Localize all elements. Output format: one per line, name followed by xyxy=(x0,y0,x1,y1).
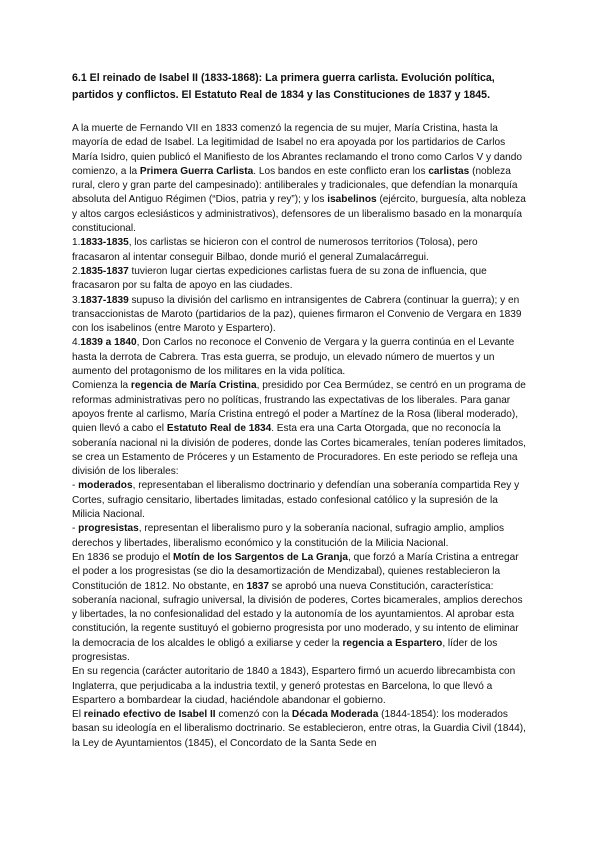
text-run: . Esta era una Carta Otorgada, que no reconocía la soberanía nacional ni la división de poderes, donde las Cortes bicamerales, tenían poderes limitados, se crea un Estamento de Próceres y un Estamento de Procuradores. En este periodo se refleja una división de los liberales: xyxy=(72,423,526,478)
bold-text: 1839 a 1840 xyxy=(80,337,137,349)
bold-text: 1833-1835 xyxy=(80,237,129,249)
bold-text: 1835-1837 xyxy=(80,265,129,277)
text-run: - xyxy=(72,523,79,535)
bold-text: 1837-1839 xyxy=(80,294,129,306)
text-run: , representaban el liberalismo doctrinario y defendían una soberanía compartida Rey y Cortes, sufragio censitario, libertades limitadas, estado confesional católico y la supresión de la Milicia Nacional. xyxy=(72,480,520,521)
text-run: , que forzó a María Cristina a entregar el poder a los progresistas (se dio la desamortización de Mendizabal), quienes restablecieron la Constitución de 1812. No obstante, en xyxy=(72,551,519,592)
text-run: , los carlistas se hicieron con el control de numerosos territorios (Tolosa), pero fracasaron al intentar conseguir Bilbao, donde murió el general Zumalacárregui. xyxy=(72,237,478,263)
text-run: comenzó con la xyxy=(215,709,292,721)
bold-text: isabelinos xyxy=(327,194,377,206)
text-run: (ejército, burguesía, alta nobleza y altos cargos eclesiásticos y administrativos), defensores de un liberalismo basado en la monarquía constitucional. xyxy=(72,194,526,235)
paragraph xyxy=(72,336,528,379)
text-run: 3. xyxy=(72,294,81,306)
bold-text: 1837 xyxy=(246,580,269,592)
text-run: - xyxy=(72,480,79,492)
paragraph xyxy=(72,551,528,665)
bold-text: regencia a Espartero xyxy=(342,637,443,649)
text-run: . Los bandos en este conflicto eran los xyxy=(253,165,429,177)
text-run: (nobleza rural, clero y gran parte del campesinado): antiliberales y tradicionales, que defendían la monarquía absoluta del Antiguo Régimen (“Dios, patria y rey”); y los xyxy=(72,165,518,206)
paragraph xyxy=(72,708,528,751)
paragraph xyxy=(72,265,528,294)
bold-text: Década Moderada xyxy=(291,709,379,721)
bold-text: Motín de los Sargentos de La Granja xyxy=(173,551,349,563)
text-run: A la muerte de Fernando VII en 1833 comenzó la regencia de su mujer, María Cristina, hasta la mayoría de edad de Isabel. La legitimidad de Isabel no era apoyada por los partidarios de Carlos María Isidro, quien publicó el Manifiesto de los Abrantes reclamando el trono como Carlos V y dando comienzo, a la xyxy=(72,123,522,177)
text-run: 4. xyxy=(72,337,81,349)
paragraph xyxy=(72,294,528,337)
paragraph xyxy=(72,122,528,236)
text-run: 2. xyxy=(72,265,81,277)
paragraph xyxy=(72,665,528,708)
bold-text: Primera Guerra Carlista xyxy=(139,165,254,177)
text-run: supuso la división del carlismo en intransigentes de Cabrera (continuar la guerra); y en transaccionistas de Maroto (partidarios de la paz), quienes firmaron el Convenio de Vergara en 1839 con los isabelinos (entre Maroto y Espartero). xyxy=(72,294,522,335)
paragraph xyxy=(72,236,528,265)
text-run: , presidido por Cea Bermúdez, se centró en un programa de reformas administrativas pero no políticas, frustrando las expectativas de los liberales. Para ganar apoyos frente al carlismo, María Cristina entregó el poder a Martínez de la Rosa (liberal moderado), quien llevó a cabo el xyxy=(72,380,526,435)
text-run: , líder de los progresistas. xyxy=(72,637,498,663)
text-run: , Don Carlos no reconoce el Convenio de Vergara y la guerra continúa en el Levante hasta la derrota de Cabrera. Tras esta guerra, se produjo, un elevado número de muertos y un aumento del protagonismo de los militares en la vida política. xyxy=(72,337,515,378)
document-title: 6.1 El reinado de Isabel II (1833-1868): La primera guerra carlista. Evolución política, partidos y conflictos. El Estatuto Real de 1834 y las Constituciones de 1837 y 1845. xyxy=(72,72,495,101)
paragraph xyxy=(72,522,528,551)
document-body xyxy=(72,122,528,751)
text-run: En 1836 se produjo el xyxy=(72,551,174,563)
text-run: Comienza la xyxy=(72,380,131,392)
paragraph xyxy=(72,379,528,479)
text-run: En su regencia (carácter autoritario de 1840 a 1843), Espartero firmó un acuerdo librecambista con Inglaterra, que perjudicaba a la industria textil, y generó protestas en Barcelona, lo que llevó a Espartero a bombardear la ciudad, haciéndole abandonar el gobierno. xyxy=(72,666,516,706)
bold-text: reinado efectivo de Isabel II xyxy=(83,709,216,721)
text-run: 1. xyxy=(72,237,81,249)
text-run: tuvieron lugar ciertas expediciones carlistas fuera de su zona de influencia, que fracasaron por su falta de apoyo en las ciudades. xyxy=(72,265,487,292)
text-run: se aprobó una nueva Constitución, característica: soberanía nacional, sufragio universal, la división de poderes, Cortes bicamerales, amplios derechos y libertades, la no confesionalidad del estado y la autonomía de los ayuntamientos. Al aprobar esta constitución, la regente sustituyó el gobierno progresista por uno moderado, y su intento de eliminar la democracia de los alcaldes le obligó a exiliarse y ceder la xyxy=(72,580,523,649)
bold-text: Estatuto Real de 1834 xyxy=(166,423,272,435)
bold-text: progresistas xyxy=(78,523,139,535)
paragraph xyxy=(72,479,528,522)
text-run: (1844-1854): los moderados basan su ideología en el liberalismo doctrinario. Se establecieron, entre otras, la Guardia Civil (1844), la Ley de Ayuntamientos (1845), el Concordato de la Santa Sede en xyxy=(72,709,526,749)
bold-text: regencia de María Cristina xyxy=(130,380,257,392)
text-run: El xyxy=(72,709,84,721)
text-run: , representan el liberalismo puro y la soberanía nacional, sufragio amplio, amplios derechos y libertades, liberalismo económico y la constitución de la Milicia Nacional. xyxy=(72,523,505,549)
bold-text: moderados xyxy=(78,480,133,492)
bold-text: carlistas xyxy=(428,165,470,177)
